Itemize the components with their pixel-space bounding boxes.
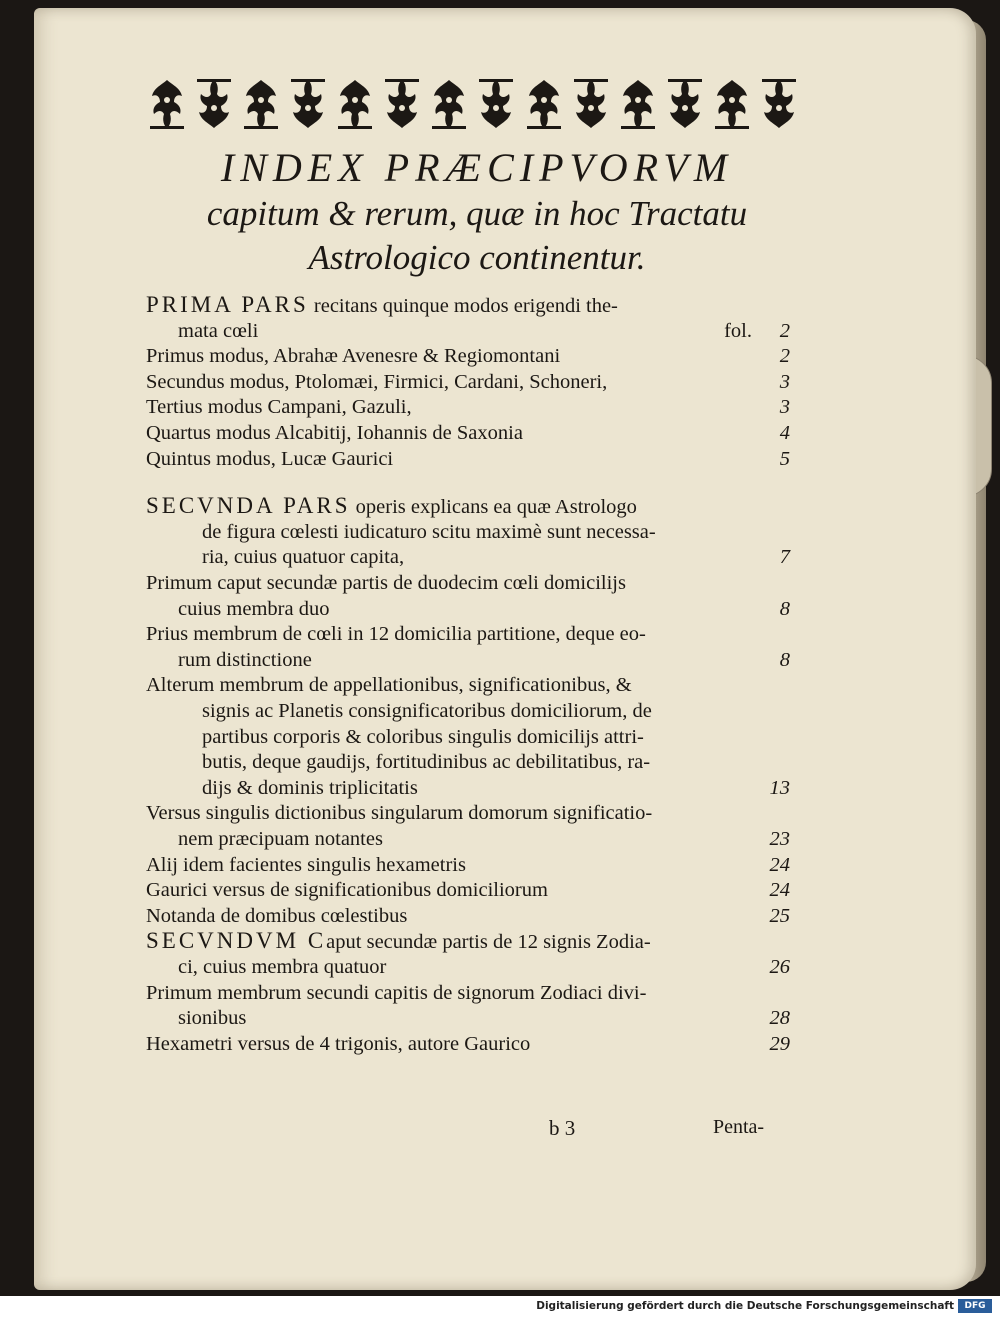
entry-line xyxy=(146,369,798,395)
entry-text: SECVNDVM Caput secundæ partis de 12 signis Zodia- xyxy=(146,928,651,954)
catchword: Penta- xyxy=(713,1116,765,1138)
entry-text: Primus modus, Abrahæ Avenesre & Regiomontani xyxy=(146,345,561,368)
entry-text: ci, cuius membra quatuor xyxy=(178,956,387,978)
entry-text: ria, cuius quatuor capita, xyxy=(202,546,405,569)
entry-text: partibus corporis & coloribus singulis domicilijs attri- xyxy=(202,725,644,748)
page-number: 4 xyxy=(779,422,790,444)
page-number: 23 xyxy=(769,828,790,850)
fleuron-icon xyxy=(758,76,800,132)
book-page xyxy=(34,8,976,1290)
page-number: 5 xyxy=(779,447,790,470)
entry-text: Quartus modus Alcabitij, Iohannis de Saxonia xyxy=(146,422,523,444)
entry-line xyxy=(146,852,798,878)
entry-continuation-line xyxy=(146,775,798,801)
entry-text: mata cœli xyxy=(178,319,259,342)
fleuron-icon xyxy=(617,76,659,132)
page-number: 8 xyxy=(779,597,790,620)
entry-text: signis ac Planetis consignificatoribus domiciliorum, de xyxy=(202,700,652,722)
entry-text: Versus singulis dictionibus singularum domorum significatio- xyxy=(146,802,653,825)
dfg-logo: DFG xyxy=(958,1299,992,1313)
entry-text: Tertius modus Campani, Gazuli, xyxy=(146,396,412,419)
entry-continuation-line xyxy=(146,826,798,852)
page-number: 7 xyxy=(779,546,790,569)
entry-text: Alterum membrum de appellationibus, significationibus, & xyxy=(146,674,632,697)
entry-line xyxy=(146,343,798,369)
page-number: 2 xyxy=(779,319,790,342)
entry-line xyxy=(146,928,798,954)
page-number: 8 xyxy=(779,648,790,671)
entry-line xyxy=(146,493,798,519)
fleuron-icon xyxy=(664,76,706,132)
fleuron-icon xyxy=(146,76,188,132)
entry-text: rum distinctione xyxy=(178,648,312,671)
fleuron-icon xyxy=(523,76,565,132)
page-number: 13 xyxy=(769,776,790,799)
entry-line xyxy=(146,1031,798,1057)
page-number: 25 xyxy=(769,904,790,927)
entry-continuation-line xyxy=(146,519,798,545)
entry-text: Prius membrum de cœli in 12 domicilia partitione, deque eo- xyxy=(146,623,646,646)
fleuron-icon xyxy=(570,76,612,132)
page-number: 3 xyxy=(779,370,790,393)
entry-continuation-line xyxy=(146,749,798,775)
entry-continuation-line xyxy=(146,724,798,750)
entry-text: Quintus modus, Lucæ Gaurici xyxy=(146,447,394,470)
entry-text: Primum caput secundæ partis de duodecim cœli domicilijs xyxy=(146,572,626,594)
entry-text: cuius membra duo xyxy=(178,597,330,620)
fleuron-icon xyxy=(428,76,470,132)
entry-text: butis, deque gaudijs, fortitudinibus ac debilitatibus, ra- xyxy=(202,751,651,774)
index-title xyxy=(152,146,802,280)
entry-line xyxy=(146,420,798,446)
page-number: 24 xyxy=(769,879,790,902)
entry-text: Hexametri versus de 4 trigonis, autore Gaurico xyxy=(146,1032,531,1055)
fleuron-icon xyxy=(381,76,423,132)
title-line-3: Astrologico continentur. xyxy=(308,238,646,277)
folio-label: fol. xyxy=(724,319,752,342)
entry-line xyxy=(146,394,798,420)
entry-text: Secundus modus, Ptolomæi, Firmici, Cardani, Schoneri, xyxy=(146,370,608,393)
entry-text: Gaurici versus de significationibus domiciliorum xyxy=(146,879,548,902)
fleuron-icon xyxy=(711,76,753,132)
entry-continuation-line xyxy=(146,1005,798,1031)
entry-line xyxy=(146,446,798,472)
entry-text: Primum membrum secundi capitis de signorum Zodiaci divi- xyxy=(146,981,647,1004)
entry-continuation-line xyxy=(146,647,798,673)
fleuron-icon xyxy=(240,76,282,132)
entry-line xyxy=(146,570,798,596)
entry-continuation-line xyxy=(146,954,798,980)
title-line-1: INDEX PRÆCIPVORVM xyxy=(220,145,734,190)
fleuron-icon xyxy=(193,76,235,132)
page-number: 29 xyxy=(769,1032,790,1055)
entry-text: Alij idem facientes singulis hexametris xyxy=(146,853,466,876)
entry-text: SECVNDA PARS operis explicans ea quæ Astrologo xyxy=(146,493,637,519)
fleuron-icon xyxy=(287,76,329,132)
entry-continuation-line xyxy=(146,544,798,570)
entry-text: nem præcipuam notantes xyxy=(178,828,383,850)
fleuron-icon xyxy=(475,76,517,132)
page-number: 3 xyxy=(779,396,790,419)
title-line-2: capitum & rerum, quæ in hoc Tractatu xyxy=(206,194,748,233)
entry-continuation-line xyxy=(146,698,798,724)
entry-line xyxy=(146,621,798,647)
entry-text: dijs & dominis triplicitatis xyxy=(202,776,418,799)
entry-continuation-line xyxy=(146,318,798,344)
page-number: 28 xyxy=(769,1007,790,1030)
entry-line xyxy=(146,877,798,903)
entry-line xyxy=(146,292,798,318)
fleuron-icon xyxy=(334,76,376,132)
page-number: 26 xyxy=(769,956,790,978)
fleuron-ornament-row xyxy=(146,76,800,132)
entry-text: sionibus xyxy=(178,1007,247,1030)
entry-text: PRIMA PARS recitans quinque modos erigendi the- xyxy=(146,292,618,317)
page-number: 2 xyxy=(779,345,790,368)
entry-line xyxy=(146,800,798,826)
signature-mark: b 3 xyxy=(549,1116,576,1140)
page-number: 24 xyxy=(769,853,790,876)
entry-line xyxy=(146,980,798,1006)
digitization-credit: Digitalisierung gefördert durch die Deutsche Forschungsgemeinschaft xyxy=(536,1300,954,1312)
entry-text: Notanda de domibus cœlestibus xyxy=(146,904,408,927)
entry-continuation-line xyxy=(146,596,798,622)
entry-line xyxy=(146,903,798,929)
entry-line xyxy=(146,672,798,698)
entry-text: de figura cœlesti iudicaturo scitu maximè sunt necessa- xyxy=(202,520,656,543)
